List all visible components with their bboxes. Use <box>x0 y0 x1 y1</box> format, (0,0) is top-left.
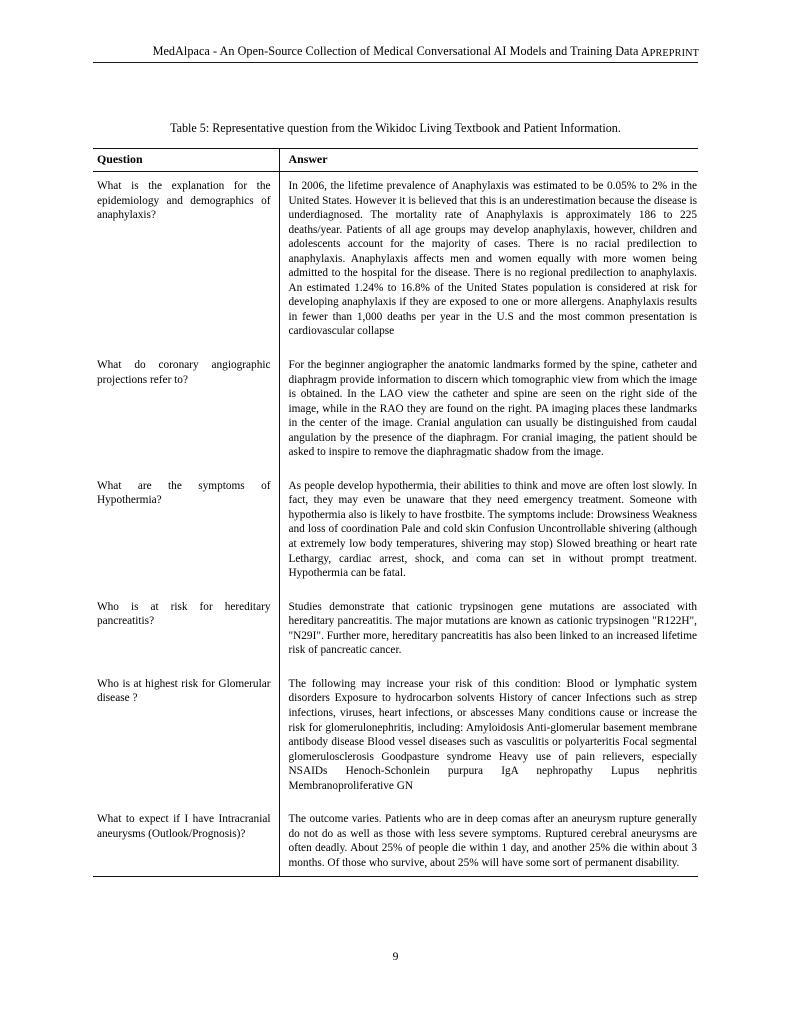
running-header-line <box>93 43 698 59</box>
question-cell: What do coronary angiographic projections refer to? <box>97 359 271 386</box>
table-row <box>93 472 698 587</box>
table-row <box>93 670 698 799</box>
table-bottom-rule <box>93 877 698 878</box>
qa-table <box>93 148 698 877</box>
answer-cell: For the beginner angiographer the anatomic landmarks formed by the spine, catheter and diaphragm provide information to discern which tomographic view from which the image is obtained. In the LAO view the catheter and spine are seen on the right side of the image, while in the RAO they are found on the right. PA imaging places these landmarks in the center of the image. Cranial angulation can usually be distinguished from caudal angulation by the presence of the diaphragm. For cranial imaging, the patient should be asked to inspire to remove the diaphragmatic shadow from the image. <box>279 351 698 466</box>
table-row <box>93 351 698 466</box>
question-cell: What are the symptoms of Hypothermia? <box>97 479 271 507</box>
answer-cell: Studies demonstrate that cationic trypsinogen gene mutations are associated with hereditary pancreatitis. The major mutations are known as cationic trypsinogen "R122H", "N29I". Further more, hereditary pancreatitis has also been linked to an increased lifetime risk of pancreatic cancer. <box>279 593 698 664</box>
table-row <box>93 805 698 877</box>
table-row <box>93 593 698 664</box>
answer-cell: As people develop hypothermia, their abilities to think and move are often lost slowly. In fact, they may even be unaware that they need emergency treatment. Someone with hypothermia also is likely to have frostbite. The symptoms include: Drowsiness Weakness and loss of coordination Pale and cold skin Confusion Uncontrollable shivering (although at extremely low body temperatures, shivering may stop) Slowed breathing or heart rate Lethargy, cardiac arrest, shock, and coma can set in without prompt treatment. Hypothermia can be fatal. <box>279 472 698 587</box>
table-body <box>93 172 698 877</box>
table-caption: Table 5: Representative question from the Wikidoc Living Textbook and Patient Information. <box>170 121 621 135</box>
column-header-question: Question <box>97 152 143 166</box>
page-number: 9 <box>392 950 399 963</box>
table-header-row <box>93 149 698 172</box>
table-head <box>93 149 698 173</box>
question-cell: Who is at risk for hereditary pancreatitis? <box>97 600 271 628</box>
question-cell: Who is at highest risk for Glomerular disease ? <box>97 677 271 705</box>
preprint-article: A <box>640 45 650 59</box>
preprint-label <box>641 44 699 62</box>
running-title: MedAlpaca - An Open-Source Collection of Medical Conversational AI Models and Training Data <box>152 44 639 58</box>
table-container <box>93 148 698 877</box>
header-rule <box>93 62 698 63</box>
answer-cell: In 2006, the lifetime prevalence of Anaphylaxis was estimated to be 0.05% to 2% in the United States. However it is believed that this is an underestimation because the disease is underdiagnosed. The mortality rate of Anaphylaxis is approximately 186 to 225 deaths/year. Patients of all age groups may develop anaphylaxis, however, children and adolescents account for the majority of cases. There is no racial predilection to anaphylaxis. Anaphylaxis affects men and women equally with more women being admitted to the hospital for the disease. There is no regional predilection to anaphylaxis. An estimated 1.24% to 16.8% of the United States population is considered at risk for developing anaphylaxis if they are exposed to one or more allergens. Anaphylaxis results in fewer than 1,000 deaths per year in the U.S and the most common presentation is cardiovascular collapse <box>279 172 698 345</box>
table-row <box>93 172 698 345</box>
question-cell: What is the explanation for the epidemiology and demographics of anaphylaxis? <box>97 180 271 222</box>
preprint-word: PREPRINT <box>649 48 699 59</box>
column-header-answer: Answer <box>279 149 698 172</box>
question-cell: What to expect if I have Intracranial aneurysms (Outlook/Prognosis)? <box>97 813 271 840</box>
answer-cell: The following may increase your risk of this condition: Blood or lymphatic system disorders Exposure to hydrocarbon solvents History of cancer Infections such as strep infections, viruses, heart infections, or abscesses Many conditions cause or increase the risk for glomerulonephritis, including: Amyloidosis Anti-glomerular basement membrane antibody disease Blood vessel diseases such as vasculitis or polyarteritis Focal segmental glomerulosclerosis Goodpasture syndrome Heavy use of pain relievers, especially NSAIDs Henoch-Schonlein purpura IgA nephropathy Lupus nephritis Membranoproliferative GN <box>279 670 698 799</box>
answer-cell: The outcome varies. Patients who are in deep comas after an aneurysm rupture generally do not do as well as those with less severe symptoms. Ruptured cerebral aneurysms are often deadly. About 25% of people die within 1 day, and another 25% die within about 3 months. Of those who survive, about 25% will have some sort of permanent disability. <box>279 805 698 877</box>
